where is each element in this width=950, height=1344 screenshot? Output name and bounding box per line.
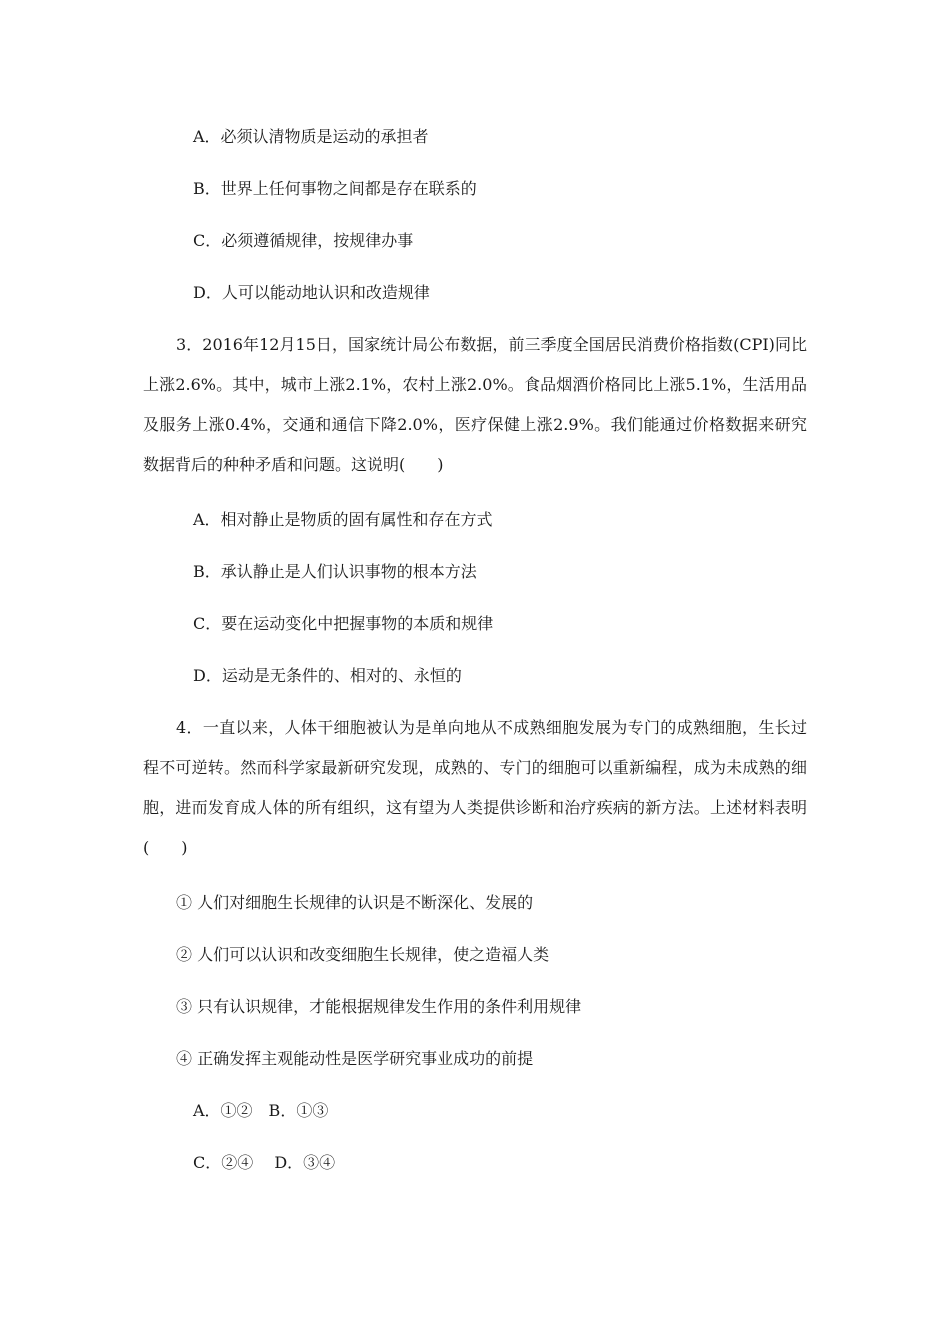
q2-option-a: A．必须认清物质是运动的承担者 (193, 127, 429, 146)
q2-option-d: D．人可以能动地认识和改造规律 (193, 283, 430, 302)
q3-option-a: A．相对静止是物质的固有属性和存在方式 (193, 510, 493, 529)
q4-choices-cd: C．②④ D．③④ (193, 1153, 336, 1172)
q3-stem: 3．2016年12月15日，国家统计局公布数据，前三季度全国居民消费价格指数(CPI)同比上涨2.6%。其中，城市上涨2.1%，农村上涨2.0%。食品烟酒价格同比上涨5.1%，生活用品及服务上涨0.4%，交通和通信下降2.0%，医疗保健上涨2.9%。我们能通过价格数据来研究数据背后的种种矛盾和问题。这说明( ) (143, 335, 807, 474)
q3-option-c: C．要在运动变化中把握事物的本质和规律 (193, 614, 494, 633)
q4-statement-2: ② 人们可以认识和改变细胞生长规律，使之造福人类 (176, 945, 550, 964)
q4-statement-3: ③ 只有认识规律，才能根据规律发生作用的条件利用规律 (176, 997, 582, 1016)
q2-option-c: C．必须遵循规律，按规律办事 (193, 231, 414, 250)
q3-option-d: D．运动是无条件的、相对的、永恒的 (193, 666, 462, 685)
q4-choices-ab: A．①② B．①③ (193, 1101, 329, 1120)
q2-option-b: B．世界上任何事物之间都是存在联系的 (193, 179, 477, 198)
q4-statement-1: ① 人们对细胞生长规律的认识是不断深化、发展的 (176, 893, 534, 912)
q4-stem: 4．一直以来，人体干细胞被认为是单向地从不成熟细胞发展为专门的成熟细胞，生长过程不可逆转。然而科学家最新研究发现，成熟的、专门的细胞可以重新编程，成为未成熟的细胞，进而发育成人体的所有组织，这有望为人类提供诊断和治疗疾病的新方法。上述材料表明( ) (143, 718, 807, 857)
q3-option-b: B．承认静止是人们认识事物的根本方法 (193, 562, 477, 581)
q4-statement-4: ④ 正确发挥主观能动性是医学研究事业成功的前提 (176, 1049, 534, 1068)
